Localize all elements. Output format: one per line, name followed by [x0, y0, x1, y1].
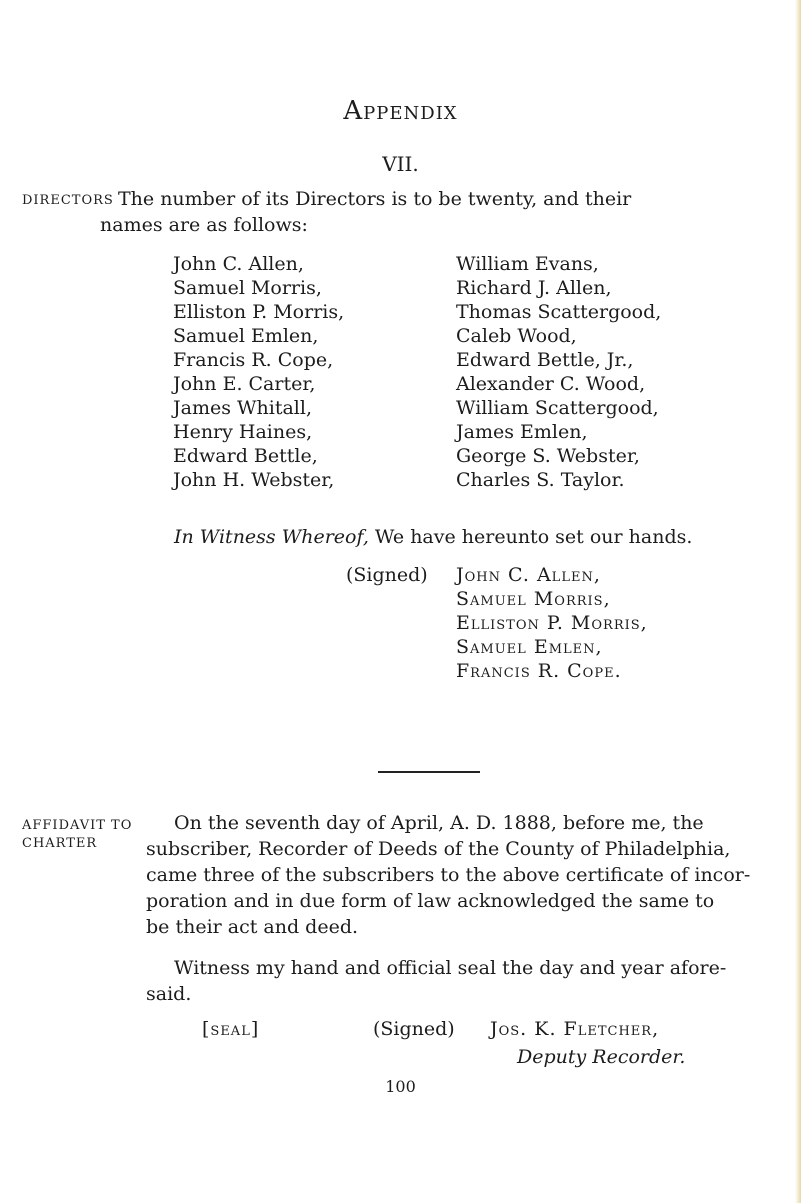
- director-name: John C. Allen,: [173, 253, 304, 275]
- director-name: Edward Bettle,: [173, 445, 318, 467]
- directors-list-left: [173, 252, 344, 492]
- witness-signers: [456, 563, 648, 683]
- signer-name: Samuel Emlen,: [456, 636, 603, 658]
- director-name: Francis R. Cope,: [173, 349, 334, 371]
- paragraph-line: Witness my hand and official seal the day and year afore-: [174, 957, 727, 979]
- director-name: Edward Bettle, Jr.,: [456, 349, 634, 371]
- paragraph-line: subscriber, Recorder of Deeds of the County of Philadelphia,: [146, 838, 731, 860]
- directors-paragraph: [100, 186, 718, 238]
- paragraph-line: be their act and deed.: [146, 916, 359, 938]
- director-name: George S. Webster,: [456, 445, 640, 467]
- paragraph-line: names are as follows:: [100, 214, 308, 236]
- witness-line: [174, 524, 692, 550]
- page-number: 100: [385, 1077, 416, 1096]
- witness-italic: In Witness Whereof,: [174, 526, 369, 548]
- section-number: VII.: [382, 152, 419, 176]
- signer-name: Elliston P. Morris,: [456, 612, 648, 634]
- director-name: Caleb Wood,: [456, 325, 577, 347]
- director-name: William Evans,: [456, 253, 599, 275]
- paragraph-line: poration and in due form of law acknowledged the same to: [146, 890, 715, 912]
- margin-note-affidavit: [22, 817, 132, 853]
- page-heading: Appendix: [343, 96, 458, 126]
- witness-signed-label: (Signed): [346, 564, 428, 586]
- director-name: Charles S. Taylor.: [456, 469, 625, 491]
- director-name: John H. Webster,: [173, 469, 335, 491]
- paragraph-line: The number of its Directors is to be twenty, and their: [118, 188, 632, 210]
- recorder-name: Jos. K. Fletcher,: [490, 1018, 660, 1040]
- margin-note-directors: DIRECTORS: [22, 193, 114, 208]
- signer-name: Francis R. Cope.: [456, 660, 622, 682]
- director-name: Alexander C. Wood,: [456, 373, 646, 395]
- director-name: William Scattergood,: [456, 397, 659, 419]
- director-name: Elliston P. Morris,: [173, 301, 345, 323]
- affidavit-paragraph: [146, 810, 751, 940]
- signer-name: John C. Allen,: [456, 564, 601, 586]
- director-name: Thomas Scattergood,: [456, 301, 662, 323]
- paragraph-line: said.: [146, 983, 192, 1005]
- director-name: Henry Haines,: [173, 421, 313, 443]
- margin-note-line: CHARTER: [22, 836, 98, 851]
- director-name: John E. Carter,: [173, 373, 316, 395]
- signer-name: Samuel Morris,: [456, 588, 611, 610]
- paragraph-line: On the seventh day of April, A. D. 1888, before me, the: [174, 812, 704, 834]
- witness-rest: We have hereunto set our hands.: [368, 526, 693, 548]
- recorder-title: Deputy Recorder.: [517, 1046, 686, 1068]
- recorder-signed-label: (Signed): [373, 1018, 455, 1040]
- paragraph-line: came three of the subscribers to the above certificate of incor-: [146, 864, 751, 886]
- section-divider: [378, 771, 480, 773]
- page-edge-shadow: [795, 0, 801, 1203]
- director-name: James Emlen,: [456, 421, 588, 443]
- director-name: James Whitall,: [173, 397, 312, 419]
- seal-mark: [seal]: [202, 1018, 260, 1040]
- directors-list-right: [456, 252, 661, 492]
- witness-hand-paragraph: [146, 955, 746, 1007]
- margin-note-line: AFFIDAVIT TO: [22, 818, 133, 833]
- director-name: Samuel Morris,: [173, 277, 322, 299]
- director-name: Samuel Emlen,: [173, 325, 319, 347]
- director-name: Richard J. Allen,: [456, 277, 612, 299]
